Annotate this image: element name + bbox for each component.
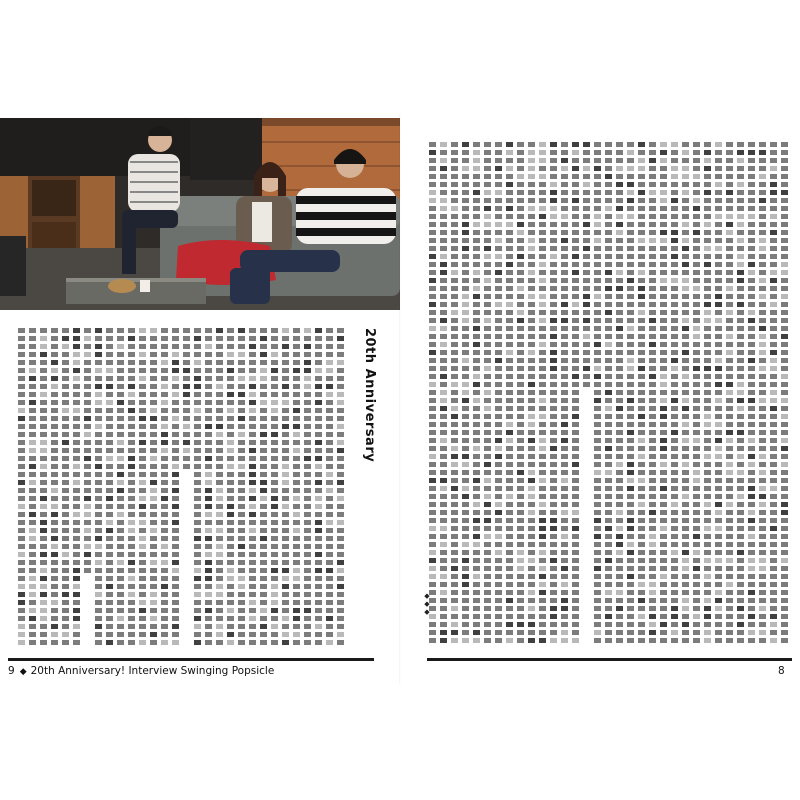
text-column: [227, 328, 234, 650]
text-column: [605, 142, 612, 650]
text-column: [161, 328, 168, 650]
article-heading: 20th Anniversary: [362, 328, 377, 463]
text-column: [183, 328, 190, 650]
text-column: [781, 142, 788, 650]
text-column: [473, 142, 480, 650]
diamond-icon: ◆: [424, 608, 430, 616]
text-column: [293, 328, 300, 650]
diamond-icon: ◆: [424, 600, 430, 608]
text-column: [260, 328, 267, 650]
text-column: [271, 328, 278, 650]
text-column: [594, 142, 601, 650]
text-column: [51, 328, 58, 650]
text-column: [759, 142, 766, 650]
magazine-spread: [0, 114, 800, 684]
text-column: [440, 142, 447, 650]
text-column: [29, 328, 36, 650]
text-column: [62, 328, 69, 650]
photo-illustration: [0, 118, 400, 310]
text-column: [95, 328, 102, 650]
text-column: [495, 142, 502, 650]
text-column: [128, 328, 135, 650]
text-column: [737, 142, 744, 650]
text-column: [238, 328, 245, 650]
text-column: [326, 328, 333, 650]
text-column: [216, 328, 223, 650]
text-column: [150, 328, 157, 650]
page-gutter: [399, 114, 401, 684]
text-column: [528, 142, 535, 650]
diamond-icon: ◆: [19, 667, 27, 677]
text-column: [649, 142, 656, 650]
text-column: [282, 328, 289, 650]
text-column: [337, 328, 344, 650]
text-column: [561, 142, 568, 650]
text-column: [671, 142, 678, 650]
text-column: [40, 328, 47, 650]
text-column: [315, 328, 322, 650]
left-page-footer: [8, 665, 274, 677]
text-column: [770, 142, 777, 650]
ornament-diamonds: [421, 592, 433, 616]
interview-photo: [0, 118, 400, 310]
text-column: [249, 328, 256, 650]
text-column: [572, 142, 579, 650]
text-column: [429, 142, 436, 650]
text-column: [682, 142, 689, 650]
text-column: [748, 142, 755, 650]
text-column: [583, 142, 590, 650]
text-column: [205, 328, 212, 650]
text-column: [693, 142, 700, 650]
text-column: [194, 328, 201, 650]
text-column: [84, 328, 91, 650]
text-column: [462, 142, 469, 650]
text-column: [73, 328, 80, 650]
text-column: [117, 328, 124, 650]
text-column: [616, 142, 623, 650]
text-column: [451, 142, 458, 650]
left-footer-rule: [8, 658, 374, 661]
text-column: [304, 328, 311, 650]
text-column: [704, 142, 711, 650]
right-page-number: 8: [778, 665, 785, 677]
left-page-number: 9: [8, 665, 15, 677]
text-column: [106, 328, 113, 650]
text-column: [517, 142, 524, 650]
text-column: [638, 142, 645, 650]
right-page-body-text: [425, 142, 792, 650]
running-title: 20th Anniversary! Interview Swinging Popsicle: [30, 665, 275, 677]
text-column: [627, 142, 634, 650]
text-column: [139, 328, 146, 650]
text-column: [172, 328, 179, 650]
left-page-body-text: [8, 328, 348, 650]
text-column: [18, 328, 25, 650]
text-column: [660, 142, 667, 650]
text-column: [550, 142, 557, 650]
text-column: [715, 142, 722, 650]
text-column: [484, 142, 491, 650]
text-column: [506, 142, 513, 650]
text-column: [726, 142, 733, 650]
diamond-icon: ◆: [424, 592, 430, 600]
text-column: [539, 142, 546, 650]
right-footer-rule: [427, 658, 792, 661]
